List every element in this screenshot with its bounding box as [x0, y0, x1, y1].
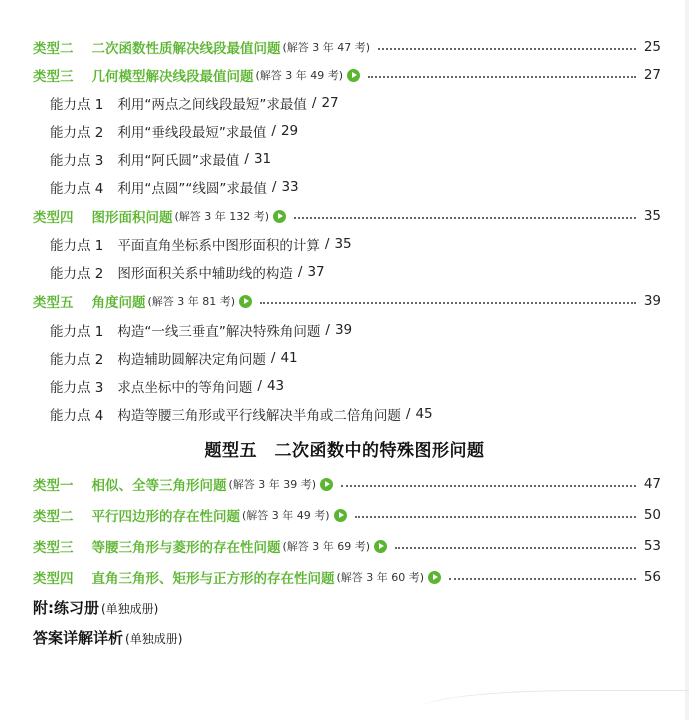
- appendix-label: 答案详解详析: [33, 629, 124, 647]
- ability-label: 能力点 2: [50, 352, 104, 368]
- entry-title: 图形面积关系中辅助线的构造: [117, 266, 293, 282]
- ability-label: 能力点 1: [50, 324, 104, 340]
- page-number: 37: [307, 264, 325, 280]
- toc-entry-type2[interactable]: [33, 36, 661, 58]
- play-icon[interactable]: [320, 478, 333, 491]
- leader-dots: [294, 217, 636, 219]
- entry-note: (解答 3 年 49 考): [242, 509, 330, 522]
- page-number: 27: [321, 95, 339, 111]
- separator: /: [271, 123, 276, 139]
- appendix-note: (单独成册): [101, 602, 159, 616]
- page-number: 50: [643, 507, 661, 523]
- page-number: 43: [266, 378, 285, 394]
- toc-subentry[interactable]: [50, 176, 661, 198]
- ability-label: 能力点 4: [50, 181, 104, 197]
- separator: /: [324, 236, 330, 252]
- play-icon[interactable]: [428, 571, 441, 584]
- entry-title: 求点坐标中的等角问题: [117, 380, 253, 396]
- page-number: 56: [643, 569, 661, 585]
- entry-note: (解答 3 年 47 考): [282, 41, 371, 54]
- page-edge: [685, 0, 689, 720]
- leader-dots: [341, 485, 636, 487]
- page-number: 41: [280, 350, 298, 366]
- type-tag: 类型四: [33, 210, 74, 226]
- toc-subentry[interactable]: [50, 403, 661, 425]
- toc-subentry[interactable]: [50, 261, 661, 283]
- separator: /: [325, 322, 330, 338]
- toc-entry-s5-type3[interactable]: [33, 535, 661, 557]
- entry-note: (解答 3 年 39 考): [228, 478, 317, 491]
- type-tag: 类型三: [33, 69, 74, 85]
- entry-title: 等腰三角形与菱形的存在性问题: [91, 540, 281, 556]
- entry-title: 二次函数性质解决线段最值问题: [91, 41, 281, 57]
- entry-title: 利用“垂线段最短”求最值: [117, 125, 267, 141]
- ability-label: 能力点 3: [50, 380, 104, 396]
- ability-label: 能力点 2: [50, 125, 104, 141]
- toc-entry-s5-type1[interactable]: [33, 473, 661, 495]
- appendix-note: (单独成册): [125, 632, 183, 646]
- entry-note: (解答 3 年 132 考): [174, 210, 270, 223]
- page-number: 39: [334, 322, 353, 338]
- appendix-answers[interactable]: [33, 627, 182, 648]
- separator: /: [297, 264, 303, 280]
- separator: /: [257, 378, 262, 394]
- type-tag: 类型一: [33, 478, 74, 494]
- toc-subentry[interactable]: [50, 92, 661, 114]
- toc-entry-type3[interactable]: [33, 64, 661, 86]
- ability-label: 能力点 1: [50, 238, 104, 254]
- separator: /: [244, 151, 249, 167]
- entry-title: 构造“一线三垂直”解决特殊角问题: [117, 324, 321, 340]
- toc-subentry[interactable]: [50, 319, 661, 341]
- page-number: 47: [643, 476, 661, 492]
- entry-title: 相似、全等三角形问题: [91, 478, 227, 494]
- leader-dots: [395, 547, 636, 549]
- separator: /: [271, 179, 277, 195]
- appendix-workbook[interactable]: [33, 597, 158, 618]
- toc-subentry[interactable]: [50, 347, 661, 369]
- separator: /: [311, 95, 317, 111]
- ability-label: 能力点 3: [50, 153, 104, 169]
- type-tag: 类型四: [33, 571, 74, 587]
- entry-title: 构造辅助圆解决定角问题: [117, 352, 266, 368]
- leader-dots: [260, 302, 636, 304]
- entry-title: 图形面积问题: [91, 210, 173, 226]
- page-number: 45: [415, 406, 433, 422]
- entry-note: (解答 3 年 49 考): [255, 69, 344, 82]
- toc-subentry[interactable]: [50, 233, 661, 255]
- type-tag: 类型二: [33, 509, 74, 525]
- entry-note: (解答 3 年 69 考): [282, 540, 371, 553]
- entry-title: 利用“点圆”“线圆”求最值: [117, 181, 267, 197]
- toc-subentry[interactable]: [50, 375, 661, 397]
- separator: /: [405, 406, 411, 422]
- ability-label: 能力点 1: [50, 97, 104, 113]
- toc-subentry[interactable]: [50, 120, 661, 142]
- page-number: 39: [643, 293, 661, 309]
- ability-label: 能力点 4: [50, 408, 104, 424]
- entry-title: 构造等腰三角形或平行线解决半角或二倍角问题: [117, 408, 401, 424]
- toc-entry-type5[interactable]: [33, 290, 661, 312]
- entry-title: 利用“两点之间线段最短”求最值: [117, 97, 307, 113]
- entry-title: 利用“阿氏圆”求最值: [117, 153, 240, 169]
- entry-title: 平面直角坐标系中图形面积的计算: [117, 238, 320, 254]
- section-heading: 题型五 二次函数中的特殊图形问题: [204, 441, 485, 461]
- appendix-label: 附:练习册: [33, 599, 99, 617]
- play-icon[interactable]: [334, 509, 347, 522]
- toc-entry-s5-type4[interactable]: [33, 566, 661, 588]
- entry-note: (解答 3 年 60 考): [336, 571, 425, 584]
- entry-title: 几何模型解决线段最值问题: [91, 69, 254, 85]
- page-number: 25: [643, 39, 661, 55]
- entry-title: 平行四边形的存在性问题: [91, 509, 240, 525]
- ability-label: 能力点 2: [50, 266, 104, 282]
- page-number: 35: [334, 236, 352, 252]
- type-tag: 类型二: [33, 41, 74, 57]
- toc-subentry[interactable]: [50, 148, 661, 170]
- page-curl: [420, 690, 689, 721]
- page-number: 35: [643, 208, 661, 224]
- page-number: 33: [281, 179, 299, 195]
- entry-title: 角度问题: [91, 295, 146, 311]
- separator: /: [270, 350, 276, 366]
- page-number: 29: [280, 123, 299, 139]
- leader-dots: [449, 578, 636, 580]
- page-number: 27: [643, 67, 661, 83]
- play-icon[interactable]: [347, 69, 360, 82]
- toc-entry-s5-type2[interactable]: [33, 504, 661, 526]
- type-tag: 类型五: [33, 295, 74, 311]
- leader-dots: [368, 76, 636, 78]
- page-number: 53: [643, 538, 661, 554]
- leader-dots: [355, 516, 636, 518]
- leader-dots: [378, 48, 636, 50]
- play-icon[interactable]: [374, 540, 387, 553]
- toc-entry-type4[interactable]: [33, 205, 661, 227]
- entry-title: 直角三角形、矩形与正方形的存在性问题: [91, 571, 335, 587]
- play-icon[interactable]: [273, 210, 286, 223]
- type-tag: 类型三: [33, 540, 74, 556]
- play-icon[interactable]: [239, 295, 252, 308]
- entry-note: (解答 3 年 81 考): [147, 295, 236, 308]
- page-number: 31: [253, 151, 272, 167]
